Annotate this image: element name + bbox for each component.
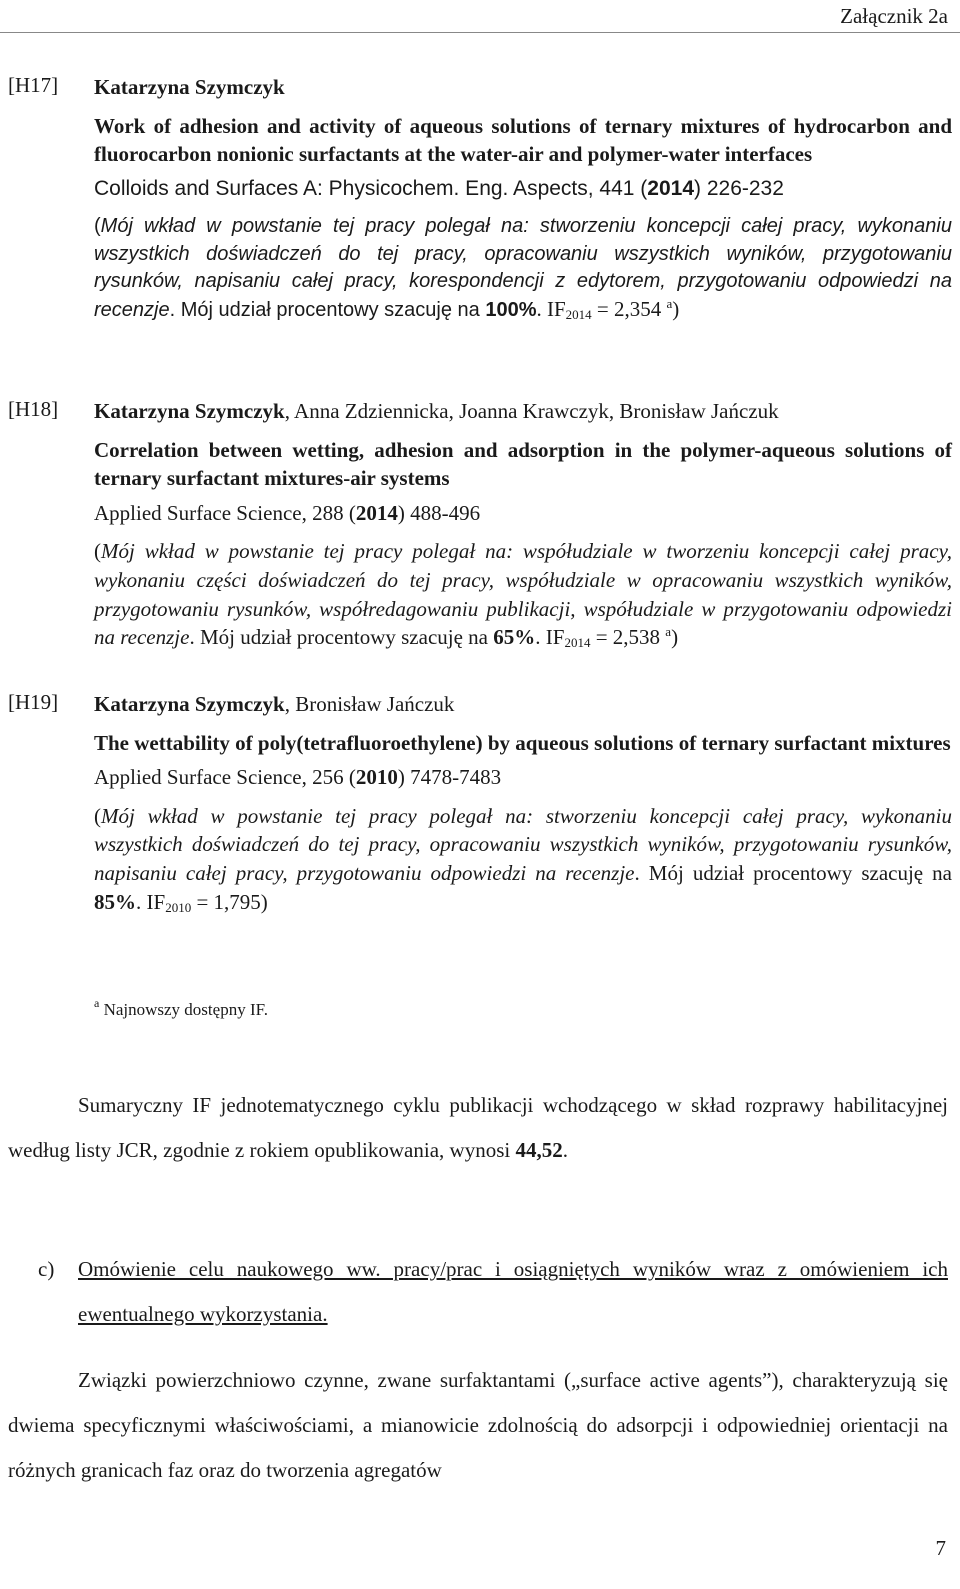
entry-body [94,690,952,916]
entry-journal [94,763,952,792]
journal-text: Applied Surface Science, 256 ( [94,765,356,790]
entry-body [94,73,952,324]
if-value: = 1,795 [191,889,261,914]
share-text: . Mój udział procentowy szacuję na [189,625,494,650]
if-label: . IF [136,889,166,914]
entry-authors [94,690,952,719]
if-year: 2014 [564,635,591,651]
page-header-label: Załącznik 2a [840,4,948,28]
if-value: = 2,538 [590,625,666,650]
share-value: 100% [485,298,537,321]
share-value: 85% [94,889,136,914]
entry-title: Correlation between wetting, adhesion and adsorption in the polymer-aqueous solutions of ternary surfactant mixtures-air systems [94,437,952,491]
entry-id: [H18] [8,397,59,421]
journal-year: 2014 [355,500,398,525]
page-number: 7 [935,1536,946,1560]
section-marker: c) [38,1257,55,1281]
entry-id: [H19] [8,690,59,714]
entry-title: Work of adhesion and activity of aqueous solutions of ternary mixtures of hydrocarbon and fluorocarbon nonionic surfactants at the water-air and polymer-water interfaces [94,113,952,167]
journal-year: 2010 [355,765,398,790]
entry-journal [94,175,952,204]
paren-close: ) [672,296,680,321]
header-rule [0,32,960,33]
summary-text: Sumaryczny IF jednotematycznego cyklu publikacji wchodzącego w skład rozprawy habilitacyjnej według listy JCR, zgodnie z rokiem opublikowania, wynosi [8,1093,948,1162]
entry-journal [94,499,952,528]
if-label: . IF [536,296,566,321]
share-text: . Mój udział procentowy szacuję na [634,860,952,885]
journal-pages: ) 7478-7483 [397,765,502,790]
if-label: . IF [535,625,565,650]
footnote [94,996,268,1020]
journal-pages: ) 226-232 [694,176,784,200]
footnote-marker: a [94,996,100,1010]
author-main: Katarzyna Szymczyk [94,75,285,99]
summary-end: . [562,1138,568,1162]
footnote-text: Najnowszy dostępny IF. [99,1000,268,1019]
paren-close: ) [671,625,679,650]
entry-authors [94,73,952,102]
entry-authors [94,397,952,426]
author-main: Katarzyna Szymczyk [94,692,285,716]
contribution-text: Mój wkład w powstanie tej pracy polegał na: współudziale w tworzeniu koncepcji całej pracy, wykonaniu części doświadczeń do tej pracy, współudziale w opracowaniu wszystkich wyników, przygotowaniu rysunków, współredagowaniu publikacji, współudziale w przygotowaniu odpowiedzi na recenzje [94,539,952,650]
entry-title: The wettability of poly(tetrafluoroethylene) by aqueous solutions of ternary surfactant mixtures [94,730,951,755]
entry-contribution [94,802,952,916]
if-year: 2014 [565,306,592,322]
section-heading-text: Omówienie celu naukowego ww. pracy/prac i osiągniętych wyników wraz z omówieniem ich ewentualnego wykorzystania. [78,1257,948,1326]
author-rest: , Anna Zdziennicka, Joanna Krawczyk, Bronisław Jańczuk [284,399,779,423]
entry-id: [H17] [8,73,59,97]
journal-pages: ) 488-496 [397,500,481,525]
share-value: 65% [493,625,536,650]
if-footnote-mark: a [666,295,673,311]
paren-open: ( [94,539,101,564]
paren-close: ) [260,889,268,914]
summary-paragraph [8,1083,948,1173]
summary-value: 44,52 [515,1138,563,1162]
contribution-text: Mój wkład w powstanie tej pracy polegał na: stworzeniu koncepcji całej pracy, wykonaniu wszystkich doświadczeń do tej pracy, opracowaniu wszystkich wyników, przygotowaniu rysunków, napisaniu całej pracy, przygotowaniu odpowiedzi na recenzje [94,803,952,885]
entry-contribution [94,537,952,651]
author-rest: , Bronisław Jańczuk [284,692,455,716]
if-value: = 2,354 [591,296,667,321]
share-text: . Mój udział procentowy szacuję na [169,298,486,321]
entry-contribution [94,213,952,324]
author-main: Katarzyna Szymczyk [94,399,285,423]
journal-year: 2014 [647,176,695,200]
paren-open: ( [94,215,101,238]
contribution-text: Mój wkład w powstanie tej pracy polegał na: stworzeniu koncepcji całej pracy, wykonaniu wszystkich doświadczeń do tej pracy, opracowaniu wszystkich wyników, przygotowaniu rysunków, napisaniu całej pracy, korespondencji z edytorem, przygotowaniu odpowiedzi na recenzje [94,215,952,321]
paren-open: ( [94,803,101,828]
if-footnote-mark: a [665,624,672,640]
if-year: 2010 [165,899,192,915]
journal-text: Applied Surface Science, 288 ( [94,500,356,525]
journal-text: Colloids and Surfaces A: Physicochem. Eng. Aspects, 441 ( [94,176,648,200]
section-heading [8,1247,948,1337]
intro-paragraph: Związki powierzchniowo czynne, zwane surfaktantami („surface active agents”), charakteryzują się dwiema specyficznymi właściwościami, a mianowicie zdolnością do adsorpcji i odpowiedniej orientacji na różnych granicach faz oraz do tworzenia agregatów [8,1368,948,1482]
entry-body [94,397,952,652]
